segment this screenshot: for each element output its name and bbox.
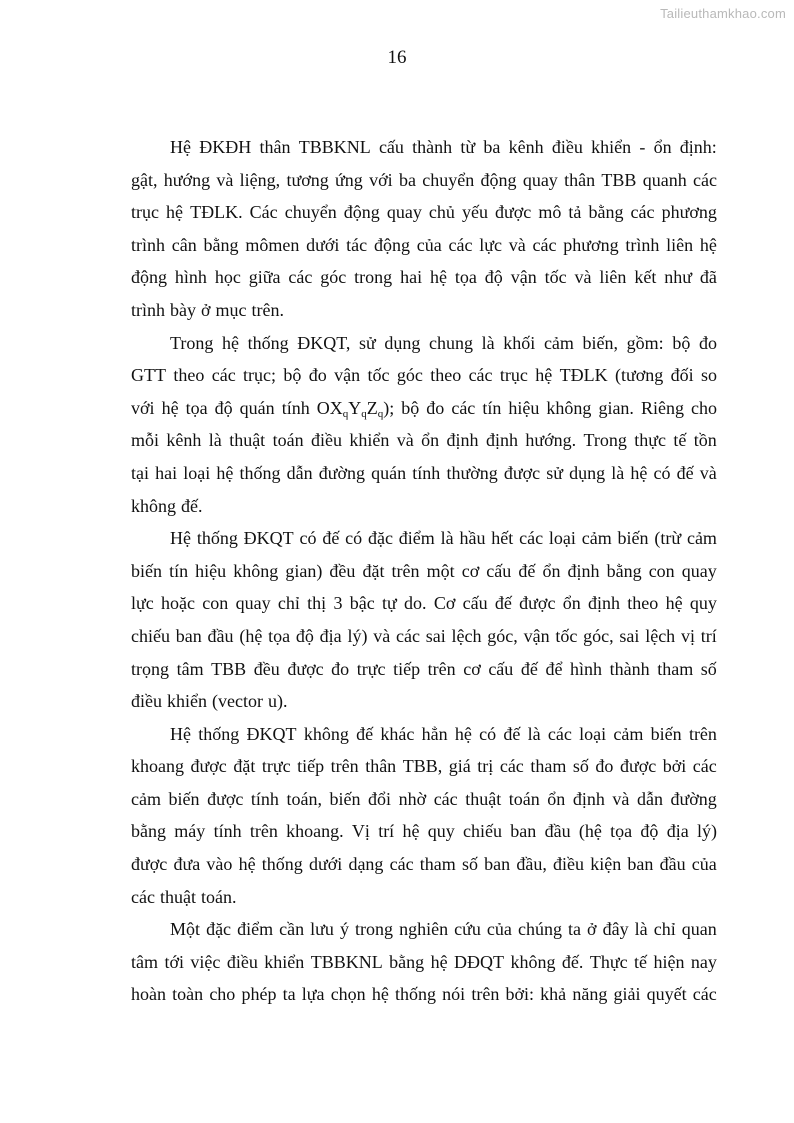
page-number: 16 <box>387 47 407 68</box>
watermark-text: Tailieuthamkhao.com <box>660 6 786 21</box>
text-line: GTT theo các trục; bộ đo vận tốc góc theo các trục hệ TĐLK (tương đối so <box>131 365 717 386</box>
text-line: Trong hệ thống ĐKQT, sử dụng chung là khối cảm biến, gồm: bộ đo <box>170 332 717 353</box>
text-line: điều khiển (vector u). <box>131 691 288 712</box>
text-line: động hình học giữa các góc trong hai hệ tọa độ vận tốc và liên kết như đã <box>131 267 717 288</box>
text-line: Hệ ĐKĐH thân TBBKNL cấu thành từ ba kênh điều khiển - ổn định: <box>170 137 717 157</box>
text-line: mỗi kênh là thuật toán điều khiển và ổn định định hướng. Trong thực tế tồn <box>131 430 717 451</box>
text-line: tâm tới việc điều khiển TBBKNL bằng hệ DĐQT không đế. Thực tế hiện nay <box>131 951 717 972</box>
text-line: trọng tâm TBB đều được đo trực tiếp trên cơ cấu đế để hình thành tham số <box>131 658 717 679</box>
text-line: Một đặc điểm cần lưu ý trong nghiên cứu của chúng ta ở đây là chỉ quan <box>170 919 717 940</box>
text-line: trình cân bằng mômen dưới tác động của các lực và các phương trình liên hệ <box>131 234 717 255</box>
text-line: bằng máy tính trên khoang. Vị trí hệ quy chiếu ban đầu (hệ tọa độ địa lý) <box>131 821 717 842</box>
text-line: Hệ thống ĐKQT có đế có đặc điểm là hầu hết các loại cảm biến (trừ cảm <box>170 528 717 549</box>
text-line: tại hai loại hệ thống dẫn đường quán tính thường được sử dụng là hệ có đế và <box>131 462 717 483</box>
text-line: biến tín hiệu không gian) đều đặt trên một cơ cấu đế ổn định bằng con quay <box>131 560 717 581</box>
text-line: không đế. <box>131 495 203 516</box>
text-line: hoàn toàn cho phép ta lựa chọn hệ thống nói trên bởi: khả năng giải quyết các <box>131 984 717 1005</box>
text-line: được đưa vào hệ thống dưới dạng các tham số ban đầu, điều kiện ban đầu của <box>131 854 717 875</box>
text-line: các thuật toán. <box>131 886 237 907</box>
text-line: khoang được đặt trực tiếp trên thân TBB, giá trị các tham số đo được bởi các <box>131 756 717 777</box>
text-line: với hệ tọa độ quán tính $OX_qY_qZ_q$); bộ đo các tín hiệu không gian. Riêng cho <box>131 397 717 420</box>
text-line: cảm biến được tính toán, biến đổi nhờ các thuật toán ổn định và dẫn đường <box>131 788 717 809</box>
text-line: Hệ thống ĐKQT không đế khác hẳn hệ có đế là các loại cảm biến trên <box>170 723 717 744</box>
text-line: trục hệ TĐLK. Các chuyển động quay chủ yếu được mô tả bằng các phương <box>131 202 717 223</box>
text-line: chiếu ban đầu (hệ tọa độ địa lý) và các sai lệch góc, vận tốc góc, sai lệch vị trí <box>131 625 717 646</box>
text-line: gật, hướng và liệng, tương ứng với ba chuyển động quay thân TBB quanh các <box>131 169 717 190</box>
text-line: trình bày ở mục trên. <box>131 299 285 320</box>
text-line: lực hoặc con quay chỉ thị 3 bậc tự do. Cơ cấu đế được ổn định theo hệ quy <box>131 593 717 614</box>
body-text <box>131 131 717 1011</box>
